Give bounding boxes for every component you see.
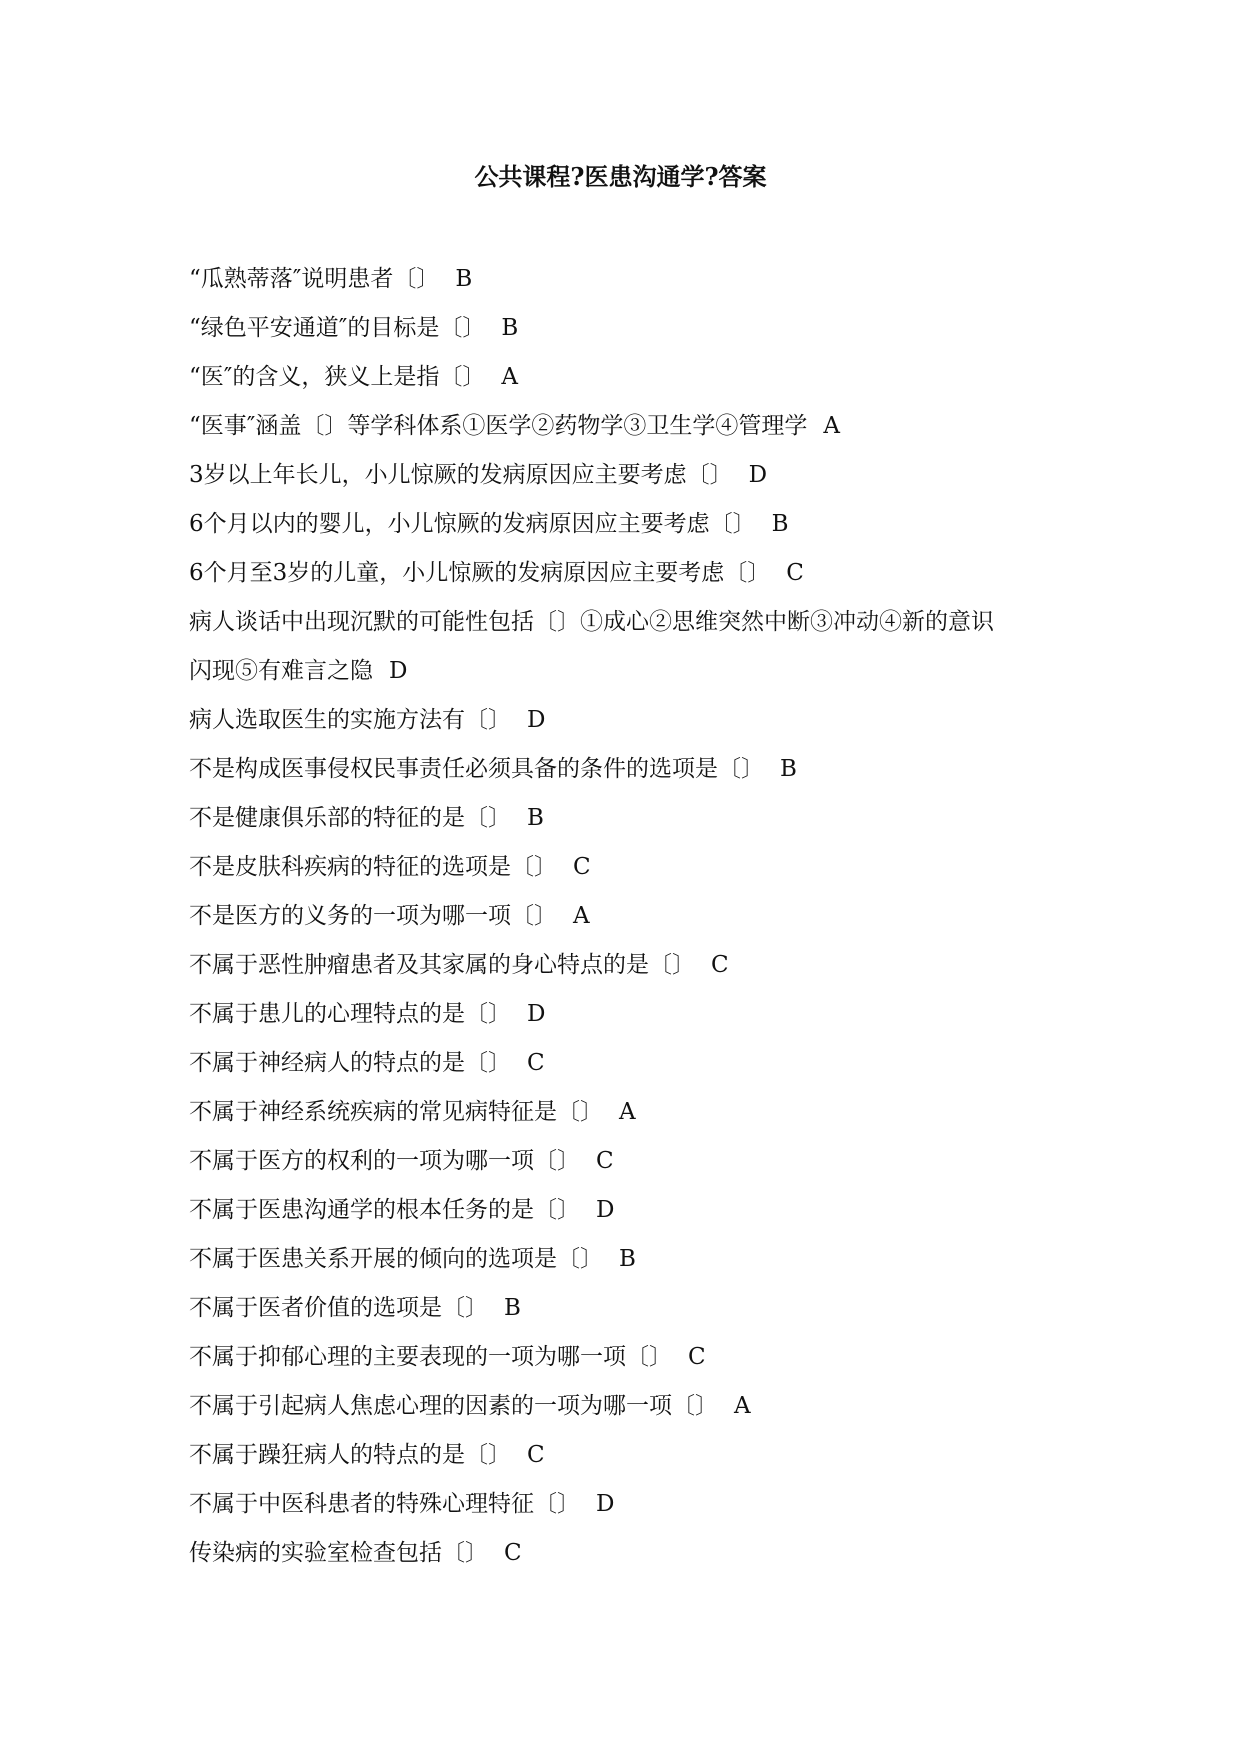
answer-letter: D (596, 1491, 615, 1517)
list-item (189, 304, 1089, 353)
question-text: 不属于抑郁心理的主要表现的一项为哪一项〔〕 (189, 1344, 672, 1370)
list-item (189, 500, 1089, 549)
answer-letter: C (504, 1540, 522, 1566)
list-item (189, 794, 1089, 843)
question-text: 不属于中医科患者的特殊心理特征〔〕 (189, 1491, 580, 1517)
question-text: 不属于神经病人的特点的是〔〕 (189, 1050, 511, 1076)
answer-letter: D (596, 1197, 615, 1223)
answer-letter: A (619, 1099, 636, 1125)
answer-letter: C (711, 952, 729, 978)
question-answer-list (189, 255, 1089, 1578)
question-text: 不属于医患关系开展的倾向的选项是〔〕 (189, 1246, 603, 1272)
question-text: “瓜熟蒂落″说明患者〔〕 (189, 266, 440, 292)
question-text: 不属于神经系统疾病的常见病特征是〔〕 (189, 1099, 603, 1125)
list-item (189, 696, 1089, 745)
answer-letter: D (748, 462, 768, 488)
page-title: 公共课程?医患沟通学?答案 (474, 162, 767, 191)
question-text: 闪现⑤有难言之隐 (189, 658, 373, 684)
answer-letter: C (527, 1050, 545, 1076)
answer-letter: D (527, 1001, 546, 1027)
answer-letter: B (501, 315, 519, 341)
list-item (189, 1529, 1089, 1578)
list-item (189, 549, 1089, 598)
answer-letter: C (786, 560, 804, 586)
answer-letter: A (501, 364, 518, 390)
answer-letter: D (527, 707, 546, 733)
list-item (189, 1480, 1089, 1529)
answer-letter: B (504, 1295, 521, 1321)
question-text: “医″的含义，狭义上是指〔〕 (189, 364, 486, 390)
question-text: “医事″涵盖〔〕等学科体系①医学②药物学③卫生学④管理学 (189, 413, 808, 439)
answer-letter: D (389, 658, 408, 684)
answer-letter: B (780, 756, 797, 782)
question-text: 3岁以上年长儿，小儿惊厥的发病原因应主要考虑〔〕 (189, 462, 733, 488)
question-text: 不属于躁狂病人的特点的是〔〕 (189, 1442, 511, 1468)
list-item (189, 1382, 1089, 1431)
question-text: 不属于医者价值的选项是〔〕 (189, 1295, 488, 1321)
question-text: 传染病的实验室检查包括〔〕 (189, 1540, 488, 1566)
list-item (189, 1235, 1089, 1284)
list-item (189, 598, 1089, 647)
list-item (189, 892, 1089, 941)
list-item (189, 1186, 1089, 1235)
answer-letter: A (734, 1393, 751, 1419)
list-item (189, 647, 1089, 696)
list-item (189, 1088, 1089, 1137)
question-text: 6个月至3岁的儿童，小儿惊厥的发病原因应主要考虑〔〕 (189, 560, 771, 586)
list-item (189, 990, 1089, 1039)
answer-letter: C (573, 854, 591, 880)
list-item (189, 353, 1089, 402)
question-text: 不是构成医事侵权民事责任必须具备的条件的选项是〔〕 (189, 756, 764, 782)
question-text: 6个月以内的婴儿，小儿惊厥的发病原因应主要考虑〔〕 (189, 511, 756, 537)
list-item (189, 941, 1089, 990)
list-item (189, 1333, 1089, 1382)
answer-letter: C (596, 1148, 614, 1174)
question-text: 病人选取医生的实施方法有〔〕 (189, 707, 511, 733)
list-item (189, 1284, 1089, 1333)
list-item (189, 1039, 1089, 1088)
answer-letter: B (455, 266, 473, 292)
answer-letter: B (619, 1246, 636, 1272)
answer-letter: C (688, 1344, 706, 1370)
list-item (189, 1431, 1089, 1480)
question-text: 不属于患儿的心理特点的是〔〕 (189, 1001, 511, 1027)
question-text: 不属于医患沟通学的根本任务的是〔〕 (189, 1197, 580, 1223)
list-item (189, 255, 1089, 304)
answer-letter: B (771, 511, 789, 537)
question-text: “绿色平安通道″的目标是〔〕 (189, 315, 486, 341)
question-text: 不属于恶性肿瘤患者及其家属的身心特点的是〔〕 (189, 952, 695, 978)
question-text: 不是皮肤科疾病的特征的选项是〔〕 (189, 854, 557, 880)
question-text: 不属于引起病人焦虑心理的因素的一项为哪一项〔〕 (189, 1393, 718, 1419)
answer-letter: C (527, 1442, 545, 1468)
list-item (189, 1137, 1089, 1186)
answer-letter: A (823, 413, 840, 439)
question-text: 不是健康俱乐部的特征的是〔〕 (189, 805, 511, 831)
list-item (189, 843, 1089, 892)
answer-letter: B (527, 805, 544, 831)
question-text: 病人谈话中出现沉默的可能性包括〔〕①成心②思维突然中断③冲动④新的意识 (189, 609, 994, 635)
list-item (189, 451, 1089, 500)
answer-letter: A (573, 903, 590, 929)
question-text: 不是医方的义务的一项为哪一项〔〕 (189, 903, 557, 929)
list-item (189, 402, 1089, 451)
list-item (189, 745, 1089, 794)
question-text: 不属于医方的权利的一项为哪一项〔〕 (189, 1148, 580, 1174)
